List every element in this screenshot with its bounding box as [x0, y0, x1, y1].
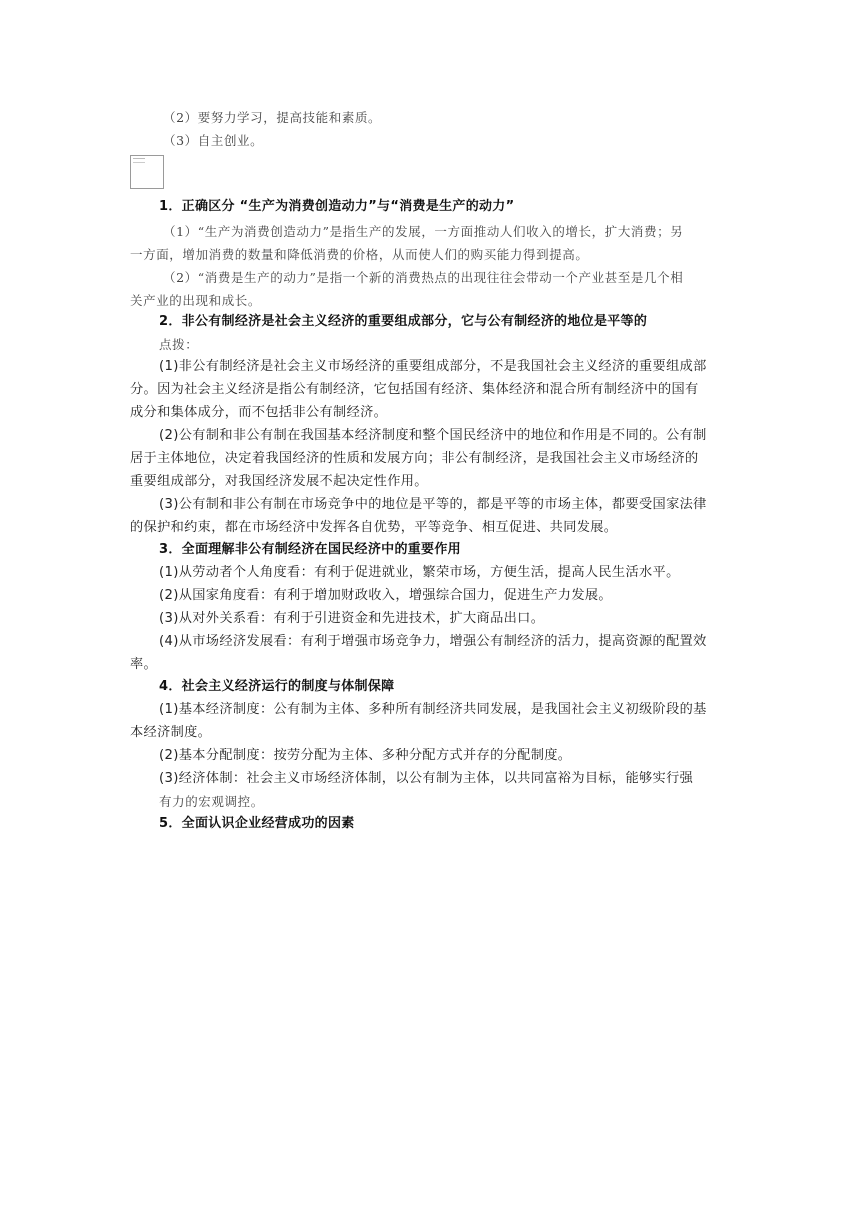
- embedded-image-placeholder: [130, 155, 164, 189]
- section-2-paragraph-1-line-1: (1)非公有制经济是社会主义市场经济的重要组成部分，不是我国社会主义经济的重要组成部: [159, 359, 707, 374]
- section-2-paragraph-2-line-3: 重要组成部分，对我国经济发展不起决定性作用。: [130, 474, 428, 489]
- section-5-heading: 5．全面认识企业经营成功的因素: [159, 816, 355, 831]
- section-1-heading: 1．正确区分 “生产为消费创造动力”与“消费是生产的动力”: [159, 199, 515, 214]
- image-mark: [133, 158, 145, 163]
- section-2-paragraph-2-line-2: 居于主体地位，决定着我国经济的性质和发展方向；非公有制经济，是我国社会主义市场经济的: [130, 451, 699, 466]
- section-1-paragraph-1-line-1: （1）“生产为消费创造动力”是指生产的发展，一方面推动人们收入的增长，扩大消费；另: [163, 224, 684, 239]
- section-3-paragraph-4-line-2: 率。: [130, 657, 158, 672]
- section-3-paragraph-3: (3)从对外关系看：有利于引进资金和先进技术，扩大商品出口。: [159, 611, 545, 626]
- section-4-paragraph-3-line-2: 有力的宏观调控。: [159, 794, 264, 809]
- intro-line-3: （3）自主创业。: [163, 133, 264, 148]
- section-1-paragraph-1-line-2: 一方面，增加消费的数量和降低消费的价格，从而使人们的购买能力得到提高。: [130, 247, 589, 262]
- section-4-paragraph-1-line-2: 本经济制度。: [130, 725, 212, 740]
- section-3-paragraph-1: (1)从劳动者个人角度看：有利于促进就业，繁荣市场，方便生活，提高人民生活水平。: [159, 565, 680, 580]
- section-1-paragraph-2-line-2: 关产业的出现和成长。: [130, 293, 262, 308]
- section-2-paragraph-2-line-1: (2)公有制和非公有制在我国基本经济制度和整个国民经济中的地位和作用是不同的。公有制: [159, 428, 707, 443]
- section-2-label: 点拨：: [159, 337, 199, 352]
- section-2-paragraph-1-line-3: 成分和集体成分，而不包括非公有制经济。: [130, 405, 388, 420]
- section-2-heading: 2．非公有制经济是社会主义经济的重要组成部分，它与公有制经济的地位是平等的: [159, 314, 648, 329]
- section-3-paragraph-2: (2)从国家角度看：有利于增加财政收入，增强综合国力，促进生产力发展。: [159, 588, 612, 603]
- section-4-paragraph-3-line-1: (3)经济体制：社会主义市场经济体制，以公有制为主体，以共同富裕为目标，能够实行强: [159, 771, 694, 786]
- intro-line-2: （2）要努力学习，提高技能和素质。: [163, 110, 382, 125]
- section-2-paragraph-1-line-2: 分。因为社会主义经济是指公有制经济，它包括国有经济、集体经济和混合所有制经济中的国有: [130, 382, 699, 397]
- section-2-paragraph-3-line-1: (3)公有制和非公有制在市场竞争中的地位是平等的，都是平等的市场主体，都要受国家法律: [159, 497, 707, 512]
- section-3-paragraph-4-line-1: (4)从市场经济发展看：有利于增强市场竞争力，增强公有制经济的活力，提高资源的配置效: [159, 634, 707, 649]
- section-4-heading: 4．社会主义经济运行的制度与体制保障: [159, 679, 395, 694]
- section-3-heading: 3．全面理解非公有制经济在国民经济中的重要作用: [159, 542, 461, 557]
- section-4-paragraph-1-line-1: (1)基本经济制度：公有制为主体、多种所有制经济共同发展，是我国社会主义初级阶段的基: [159, 702, 707, 717]
- section-4-paragraph-2: (2)基本分配制度：按劳分配为主体、多种分配方式并存的分配制度。: [159, 748, 572, 763]
- section-1-paragraph-2-line-1: （2）“消费是生产的动力”是指一个新的消费热点的出现往往会带动一个产业甚至是几个相: [163, 270, 684, 285]
- section-2-paragraph-3-line-2: 的保护和约束，都在市场经济中发挥各自优势，平等竞争、相互促进、共同发展。: [130, 520, 618, 535]
